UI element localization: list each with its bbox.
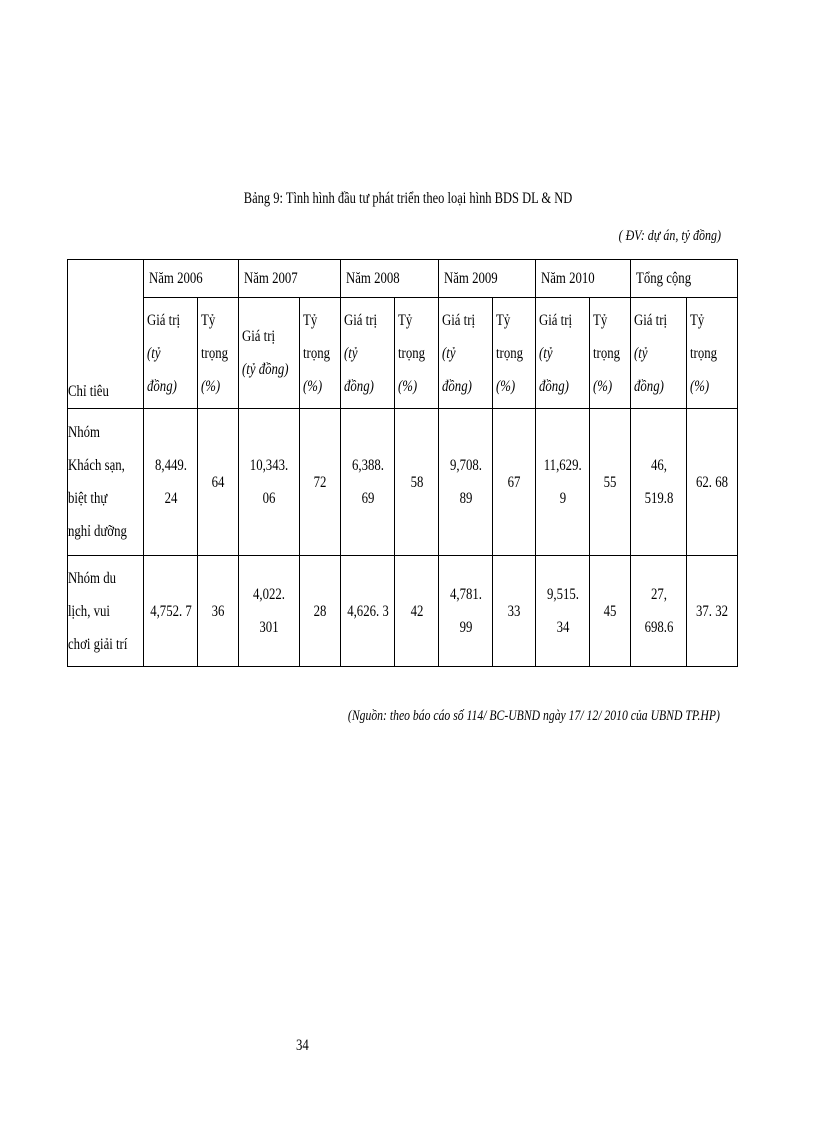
sub-header-row	[68, 298, 738, 409]
value-header: Giá trị (tỷ đồng)	[536, 298, 590, 409]
value-header: Giá trị (tỷ đồng)	[631, 298, 687, 409]
value-cell: 46,519.8	[631, 409, 687, 556]
row-header-cell	[68, 260, 144, 409]
value-cell: 4,022.301	[239, 556, 300, 667]
year-header-row	[68, 260, 738, 298]
share-cell: 55	[590, 409, 631, 556]
share-header: Tỷ trọng (%)	[687, 298, 738, 409]
share-header: Tỷ trọng (%)	[493, 298, 536, 409]
unit-note: ( ĐV: dự án, tỷ đồng)	[618, 228, 721, 244]
row-label: Nhóm Khách sạn, biệt thự nghỉ dưỡng	[68, 409, 144, 556]
value-header: Giá trị (tỷ đồng)	[341, 298, 395, 409]
share-cell: 42	[395, 556, 439, 667]
page-number: 34	[296, 1037, 309, 1054]
investment-table	[67, 259, 738, 667]
share-header: Tỷ trọng (%)	[300, 298, 341, 409]
year-2008-header: Năm 2008	[341, 260, 439, 298]
total-header: Tổng cộng	[631, 260, 738, 298]
share-cell: 36	[198, 556, 239, 667]
value-cell: 27,698.6	[631, 556, 687, 667]
value-header: Giá trị (tỷ đồng)	[144, 298, 198, 409]
value-header: Giá trị (tỷ đồng)	[239, 298, 300, 409]
value-cell: 9,708.89	[439, 409, 493, 556]
row-header-label: Chỉ tiêu	[68, 383, 109, 400]
value-header: Giá trị (tỷ đồng)	[439, 298, 493, 409]
table-caption: Bảng 9: Tình hình đầu tư phát triển theo loại hình BDS DL & ND	[243, 190, 573, 207]
share-cell: 33	[493, 556, 536, 667]
share-cell: 28	[300, 556, 341, 667]
share-cell: 37. 32	[687, 556, 738, 667]
share-header: Tỷ trọng (%)	[590, 298, 631, 409]
share-header: Tỷ trọng (%)	[395, 298, 439, 409]
share-cell: 67	[493, 409, 536, 556]
year-2007-header: Năm 2007	[239, 260, 341, 298]
value-cell: 4,626. 3	[341, 556, 395, 667]
value-cell: 9,515.34	[536, 556, 590, 667]
share-cell: 45	[590, 556, 631, 667]
value-cell: 11,629.9	[536, 409, 590, 556]
year-2006-header: Năm 2006	[144, 260, 239, 298]
share-cell: 58	[395, 409, 439, 556]
share-cell: 64	[198, 409, 239, 556]
share-cell: 72	[300, 409, 341, 556]
value-cell: 10,343.06	[239, 409, 300, 556]
table-row	[68, 556, 738, 667]
table-row	[68, 409, 738, 556]
year-2009-header: Năm 2009	[439, 260, 536, 298]
value-cell: 4,781.99	[439, 556, 493, 667]
row-label: Nhóm du lịch, vui chơi giải trí	[68, 556, 144, 667]
value-cell: 8,449.24	[144, 409, 198, 556]
source-note: (Nguồn: theo báo cáo số 114/ BC-UBND ngày 17/ 12/ 2010 của UBND TP.HP)	[348, 708, 720, 724]
year-2010-header: Năm 2010	[536, 260, 631, 298]
value-cell: 6,388.69	[341, 409, 395, 556]
value-cell: 4,752. 7	[144, 556, 198, 667]
share-cell: 62. 68	[687, 409, 738, 556]
share-header: Tỷ trọng (%)	[198, 298, 239, 409]
